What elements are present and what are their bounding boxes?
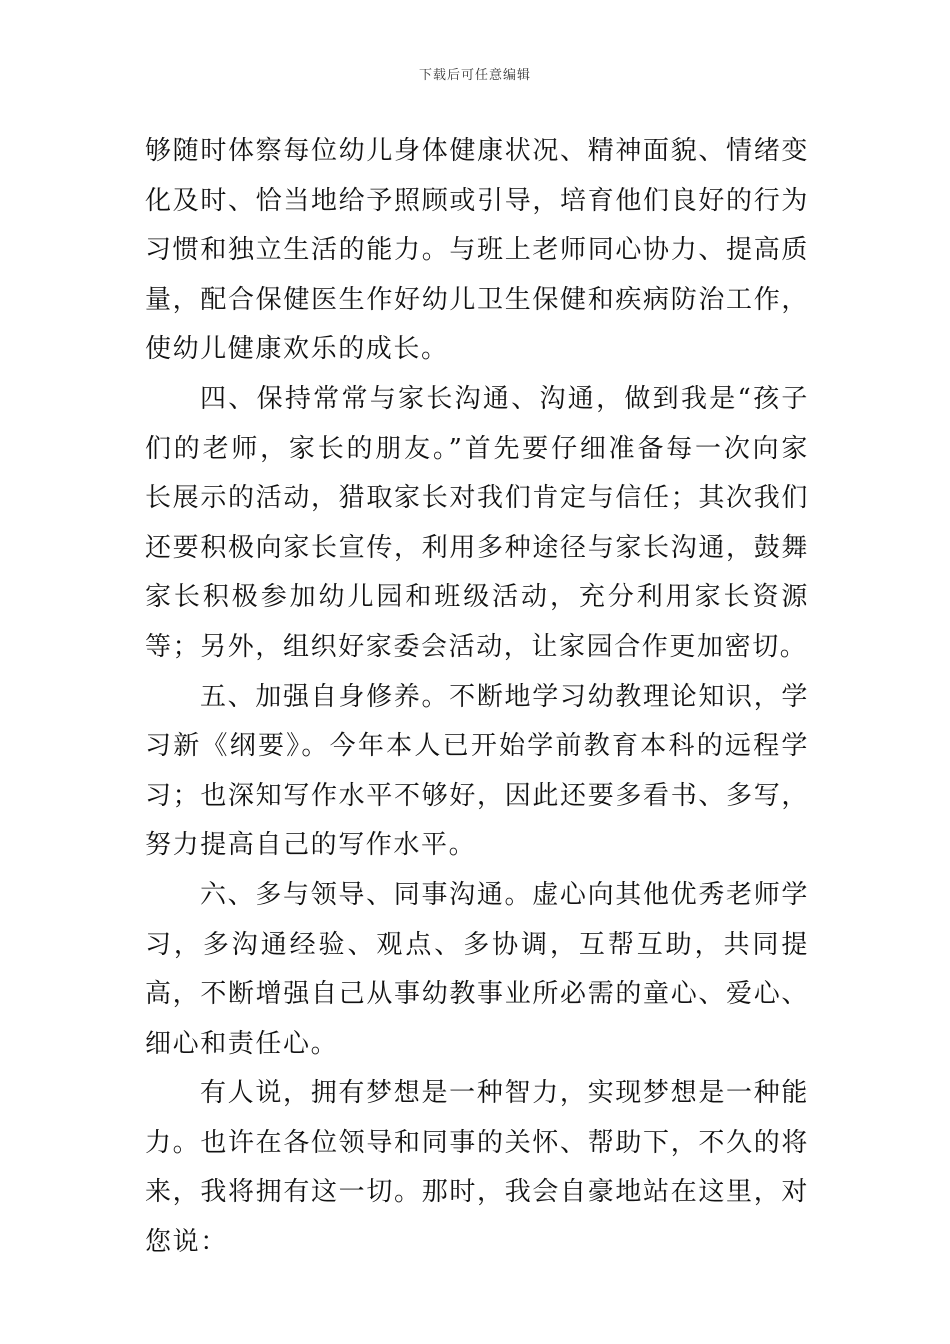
paragraph-six: 六、多与领导、同事沟通。虚心向其他优秀老师学习，多沟通经验、观点、多协调，互帮互助，共同提高，不断增强自己从事幼教事业所必需的童心、爱心、细心和责任心。 [145, 879, 809, 1059]
paragraph-four: 四、保持常常与家长沟通、沟通，做到我是“孩子们的老师，家长的朋友。”首先要仔细准备每一次向家长展示的活动，猎取家长对我们肯定与信任；其次我们还要积极向家长宣传，利用多种途径与家长沟通，鼓舞家长积极参加幼儿园和班级活动，充分利用家长资源等；另外，组织好家委会活动，让家园合作更加密切。 [145, 383, 809, 662]
paragraph-continuation: 够随时体察每位幼儿身体健康状况、精神面貌、情绪变化及时、恰当地给予照顾或引导，培育他们良好的行为习惯和独立生活的能力。与班上老师同心协力、提高质量，配合保健医生作好幼儿卫生保健和疾病防治工作，使幼儿健康欢乐的成长。 [145, 136, 809, 365]
paragraph-closing: 有人说，拥有梦想是一种智力，实现梦想是一种能力。也许在各位领导和同事的关怀、帮助下，不久的将来，我将拥有这一切。那时，我会自豪地站在这里，对您说： [145, 1078, 809, 1258]
header-note: 下载后可任意编辑 [418, 68, 531, 83]
paragraph-five: 五、加强自身修养。不断地学习幼教理论知识，学习新《纲要》。今年本人已开始学前教育本科的远程学习；也深知写作水平不够好，因此还要多看书、多写，努力提高自己的写作水平。 [145, 681, 809, 861]
document-body [145, 127, 809, 1268]
